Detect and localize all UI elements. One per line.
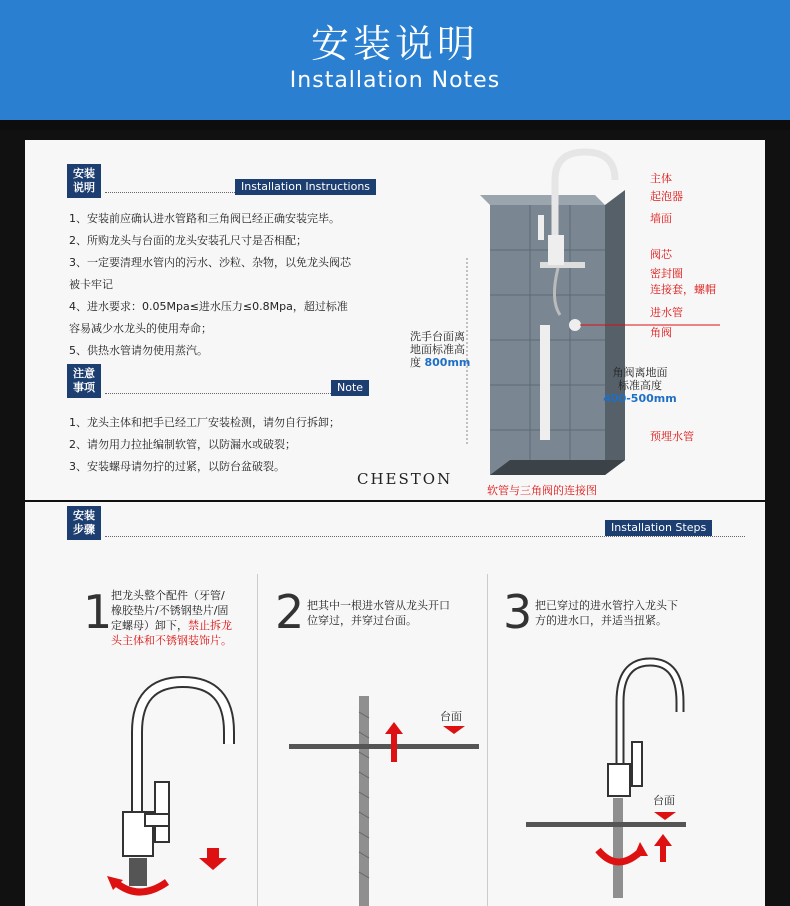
step2-text [307, 598, 482, 628]
faucet-handle [632, 742, 642, 786]
instructions-tag: Installation Instructions [235, 179, 376, 195]
installation-diagram [410, 140, 765, 500]
countertop [289, 744, 479, 749]
angle-valve [569, 319, 581, 331]
list-item: 5、供热水管请勿使用蒸汽。 [69, 344, 208, 357]
list-item: 1、龙头主体和把手已经工厂安装检测，请勿自行拆卸； [69, 416, 340, 429]
step2-number: 2 [275, 585, 305, 639]
arrow-down-icon [199, 848, 227, 870]
step3-counter-label: 台面 [653, 794, 675, 807]
steps-badge [67, 506, 101, 540]
label-embedded-pipe: 预埋水管 [650, 430, 694, 443]
height-value: 400-500mm [603, 392, 677, 405]
brand-logo: CHESTON [357, 470, 453, 488]
label-connector: 连接套，螺帽 [650, 283, 716, 296]
faucet-handle [538, 215, 544, 240]
list-item: 2、请勿用力拉扯编制软管，以防漏水或破裂； [69, 438, 296, 451]
arrow-up-icon [385, 722, 403, 762]
instructions-badge [67, 164, 101, 198]
badge-line: 步骤 [73, 523, 95, 536]
wall-top [480, 195, 605, 205]
dotted-rule [105, 393, 367, 394]
list-item: 3、一定要清理水管内的污水、沙粒、杂物，以免龙头阀芯 [69, 256, 351, 269]
text-line: 地面标准高 [410, 343, 465, 356]
faucet-handle [155, 782, 169, 842]
text-line: 方的进水口，并适当扭紧。 [535, 614, 667, 627]
counter-marker-icon [654, 812, 676, 820]
faucet-spout [620, 662, 680, 770]
counter-marker-icon [443, 726, 465, 734]
step2-illustration [283, 692, 488, 906]
note-badge [67, 364, 101, 398]
list-item: 2、所购龙头与台面的龙头安装孔尺寸是否相配； [69, 234, 307, 247]
valve-height-note [600, 366, 680, 405]
badge-line: 安装 [73, 509, 95, 522]
list-item: 4、进水要求：0.05Mpa≤进水压力≤0.8Mpa，超过标准 [69, 300, 348, 313]
step1-illustration [95, 672, 245, 906]
badge-line: 说明 [73, 181, 95, 194]
text-line: 把龙头整个配件（牙管/ [111, 589, 225, 602]
text-line: 把其中一根进水管从龙头开口 [307, 599, 450, 612]
text-line: 把已穿过的进水管拧入龙头下 [535, 599, 678, 612]
note-list [69, 412, 399, 478]
instructions-list [69, 208, 399, 362]
step1-text [111, 588, 251, 648]
instructions-panel [25, 140, 765, 500]
text-line: 洗手台面离 [410, 330, 465, 343]
faucet-spout [137, 682, 229, 814]
wall-front [605, 190, 625, 475]
note-tag: Note [331, 380, 369, 396]
header-banner [0, 0, 790, 120]
list-item: 3、安装螺母请勿拧的过紧，以防台盆破裂。 [69, 460, 285, 473]
badge-line: 注意 [73, 367, 95, 380]
label-seal: 密封圈 [650, 267, 683, 280]
step3-illustration [520, 652, 720, 906]
label-wall: 墙面 [650, 212, 672, 225]
text-line: 角阀离地面 [612, 366, 668, 379]
steps-tag: Installation Steps [605, 520, 712, 536]
height-value: 800mm [424, 356, 471, 369]
faucet-body [548, 235, 564, 265]
threaded-shank [129, 858, 147, 886]
label-aerator: 起泡器 [650, 190, 683, 203]
step-divider [257, 574, 258, 906]
warning-text: 禁止拆龙 [188, 619, 232, 632]
step3-text [535, 598, 705, 628]
label-valve-core: 阀芯 [650, 248, 672, 261]
embedded-pipe [540, 325, 550, 440]
step1-number: 1 [83, 585, 113, 639]
countertop [526, 822, 686, 827]
badge-line: 安装 [73, 167, 95, 180]
text-line: 定螺母）卸下， [111, 619, 188, 632]
divider [0, 120, 790, 130]
list-item: 1、安装前应确认进水管路和三角阀已经正确安装完毕。 [69, 212, 340, 225]
step3-number: 3 [503, 585, 533, 639]
warning-text: 头主体和不锈钢装饰片。 [111, 634, 232, 647]
text-line: 位穿过，并穿过台面。 [307, 614, 417, 627]
page-title: 安装说明 [310, 22, 479, 66]
arrow-up-icon [654, 834, 672, 862]
label-angle-valve: 角阀 [650, 326, 672, 339]
steps-panel [25, 502, 765, 906]
dotted-rule [105, 536, 745, 537]
counter-height-note [410, 330, 480, 369]
label-main-body: 主体 [650, 172, 672, 185]
list-item: 容易减少水龙头的使用寿命； [69, 322, 212, 335]
inlet-hose [613, 798, 623, 898]
step2-counter-label: 台面 [440, 710, 462, 723]
list-item: 被卡牢记 [69, 278, 113, 291]
text-line: 标准高度 [618, 379, 662, 392]
badge-line: 事项 [73, 381, 95, 394]
text-line: 橡胶垫片/不锈钢垫片/固 [111, 604, 229, 617]
page-subtitle: Installation Notes [289, 68, 501, 93]
text-line: 度 [410, 356, 421, 369]
floor [490, 460, 625, 475]
label-inlet-hose: 进水管 [650, 306, 683, 319]
faucet-body [608, 764, 630, 796]
diagram-caption: 软管与三角阀的连接图 [487, 484, 597, 497]
